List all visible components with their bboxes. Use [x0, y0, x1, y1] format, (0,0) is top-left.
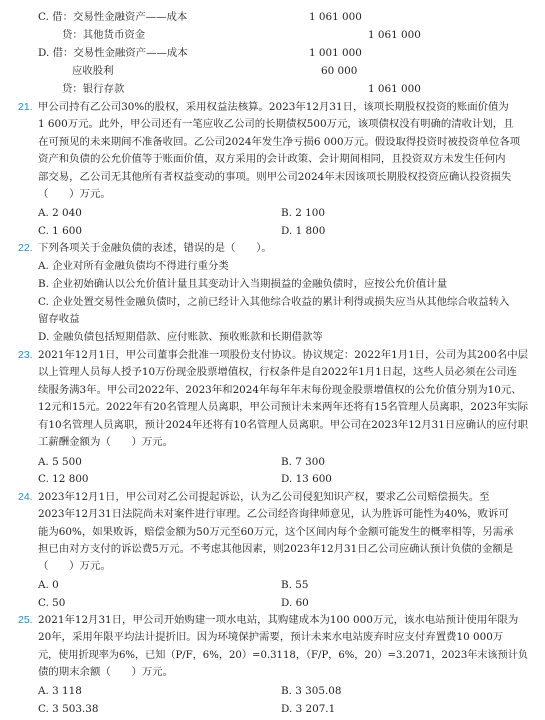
entry-d-debit: D. 借：交易性金融资产——成本: [38, 47, 188, 59]
option-c[interactable]: C. 企业处置交易性金融负债时，之前已经计入其他综合收益的累计利得或损失应当从其他综合收益转入: [38, 296, 510, 308]
question-number: 23.: [18, 349, 33, 361]
question-text-line: 元，使用折现率为6%，已知（P/F，6%，20）=0.3118，（F/P，6%，20）=3.2071，2023年末该预计负: [38, 649, 528, 661]
option-a[interactable]: A. 3 118: [38, 685, 82, 697]
entry-c-credit-amount: 1 061 000: [368, 29, 421, 41]
option-b[interactable]: B. 2 100: [281, 207, 325, 219]
option-a[interactable]: A. 企业对所有金融负债均不得进行重分类: [38, 260, 229, 272]
question-text-line: 在可预见的未来期间不准备收回。乙公司2024年发生净亏损6 000万元。假设取得投资时被投资单位各项: [38, 136, 521, 148]
option-d[interactable]: D. 13 600: [281, 473, 332, 485]
option-c[interactable]: C. 12 800: [38, 473, 89, 485]
question-number: 21.: [18, 101, 33, 113]
option-c-continued: 留存收益: [38, 313, 80, 325]
question-number: 25.: [18, 614, 33, 626]
question-text-line: 以上管理人员每人授予10万份现金股票增值权，行权条件是自2022年1月1日起，这些人员必须在公司连: [38, 366, 517, 378]
question-text-line: 能为60%，如果败诉，赔偿金额为50万元至60万元，这个区间内每个金额可能发生的概率相等，另需承: [38, 526, 514, 538]
question-text-line: 工薪酬金额为（ ）万元。: [38, 436, 174, 448]
option-a[interactable]: A. 5 500: [38, 456, 82, 468]
question-text-line: 有10名管理人员离职，预计2024年还将有10名管理人员离职。甲公司在2023年12月31日应确认的应付职: [38, 419, 528, 431]
question-text-line: （ ）万元。: [38, 560, 111, 572]
question-text-line: 甲公司持有乙公司30%的股权，采用权益法核算。2023年12月31日，该项长期股权投资的账面价值为: [38, 101, 509, 113]
entry-c-credit: 贷：其他货币资金: [62, 29, 146, 41]
option-b[interactable]: B. 7 300: [281, 456, 325, 468]
question-text-line: 1 600万元。此外，甲公司还有一笔应收乙公司的长期债权500万元，该项债权没有明确的清收计划，且: [38, 118, 514, 130]
option-d[interactable]: D. 1 800: [281, 225, 326, 237]
question-text-line: 债的期末余额（ ）万元。: [38, 666, 174, 678]
entry-c-debit: C. 借：交易性金融资产——成本: [38, 11, 188, 23]
question-text-line: 12元和15元。2022年有20名管理人员离职，甲公司预计未来两年还将有15名管理人员离职，2023年实际: [38, 401, 528, 413]
option-d[interactable]: D. 3 207.1: [281, 703, 336, 715]
question-text-line: 2021年12月1日，甲公司董事会批准一项股份支付协议。协议规定：2022年1月1日，公司为其200名中层: [38, 349, 528, 361]
question-number: 22.: [18, 242, 33, 254]
option-d[interactable]: D. 60: [281, 597, 309, 609]
entry-d-receivable: 应收股利: [72, 65, 114, 77]
question-text-line: 20年，采用年限平均法计提折旧。因为环境保护需要，预计未来水电站废弃时应支付弃置费10 000万: [38, 631, 504, 643]
entry-d-credit: 贷：银行存款: [62, 83, 125, 95]
entry-d-receivable-amount: 60 000: [321, 65, 358, 77]
question-text-line: 资产和负债的公允价值等于账面价值，双方采用的会计政策、会计期间相同，且投资双方未发生任何内: [38, 153, 506, 165]
entry-d-debit-amount: 1 001 000: [309, 47, 362, 59]
entry-d-credit-amount: 1 061 000: [368, 83, 421, 95]
question-text-line: 下列各项关于金融负债的表述，错误的是（ ）。: [38, 242, 272, 254]
question-number: 24.: [18, 491, 33, 503]
option-c[interactable]: C. 1 600: [38, 225, 82, 237]
option-b[interactable]: B. 3 305.08: [281, 685, 342, 697]
question-text-line: 担已由对方支付的诉讼费5万元。不考虑其他因素，则2023年12月31日乙公司应确认预计负债的金额是: [38, 543, 514, 555]
question-text-line: （ ）万元。: [38, 188, 111, 200]
question-text-line: 2023年12月31日法院尚未对案件进行审理。乙公司经咨询律师意见，认为胜诉可能性为40%，败诉可: [38, 508, 509, 520]
option-b[interactable]: B. 55: [281, 579, 309, 591]
option-c[interactable]: C. 3 503.38: [38, 703, 99, 715]
option-c[interactable]: C. 50: [38, 597, 66, 609]
question-text-line: 续服务满3年。甲公司2022年、2023年和2024年每年年末每份现金股票增值权的公允价值分别为10元、: [38, 384, 522, 396]
question-text-line: 2021年12月31日，甲公司开始购建一项水电站，其购建成本为100 000万元，该水电站预计使用年限为: [38, 614, 519, 626]
option-b[interactable]: B. 企业初始确认以公允价值计量且其变动计入当期损益的金融负债时，应按公允价值计量: [38, 278, 448, 290]
entry-c-debit-amount: 1 061 000: [309, 11, 362, 23]
option-a[interactable]: A. 0: [38, 579, 59, 591]
question-text-line: 2023年12月1日，甲公司对乙公司提起诉讼，认为乙公司侵犯知识产权，要求乙公司赔偿损失。至: [38, 491, 490, 503]
option-d[interactable]: D. 金融负债包括短期借款、应付账款、预收账款和长期借款等: [38, 331, 323, 343]
option-a[interactable]: A. 2 040: [38, 207, 82, 219]
question-text-line: 部交易，乙公司无其他所有者权益变动的事项。则甲公司2024年末因该项长期股权投资应确认投资损失: [38, 171, 512, 183]
